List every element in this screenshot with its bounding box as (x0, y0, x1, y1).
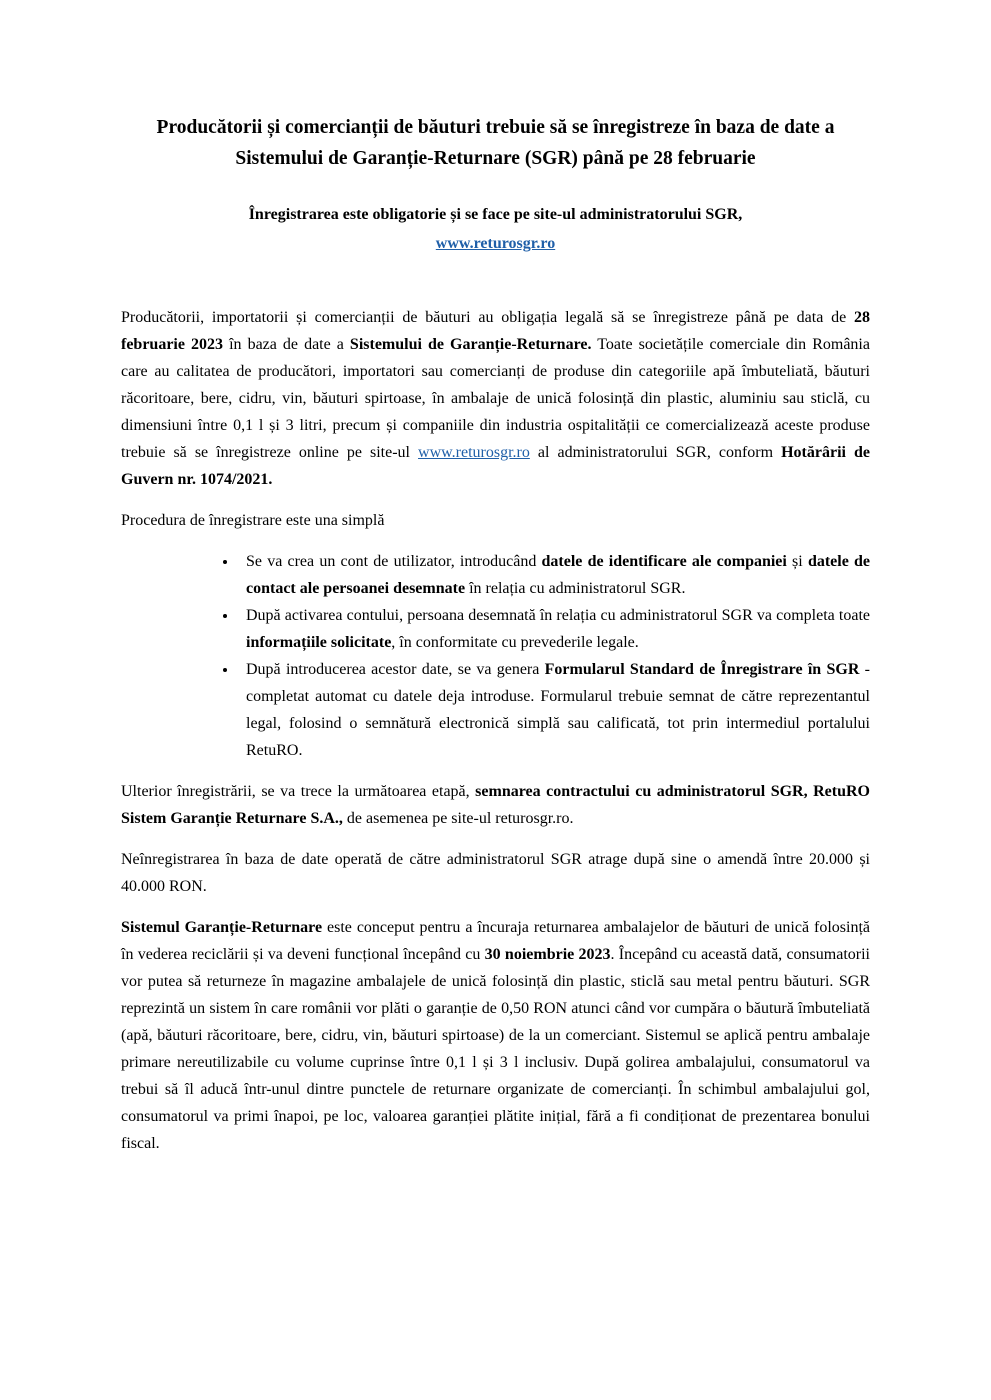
paragraph-contract-signing (121, 778, 870, 832)
text-run: 30 noiembrie 2023 (484, 946, 611, 963)
text-run: și (786, 553, 808, 570)
paragraph-procedure-lead (121, 507, 870, 534)
text-run: Toate societățile comerciale din România care au calitatea de producători, importatori sau comercianți de produse din categoriile apă îmbuteliată, băuturi răcoritoare, bere, cidru, vin, băuturi spirtoase, în ambalaje de unică folosință din plastic, aluminiu sau sticlă, cu dimensiuni între 0,1 l și 3 litri, precum și companiile din industria ospitalității ce comercializează aceste produse trebuie să se înregistreze online pe site-ul (121, 336, 870, 461)
document-subtitle-link-line (121, 229, 870, 258)
text-run: al administratorului SGR, conform (529, 444, 782, 461)
registration-steps-list (121, 548, 870, 764)
document-title: Producătorii și comercianții de băuturi trebuie să se înregistreze în baza de date a Sistemului de Garanție-Returnare (SGR) până pe 28 februarie (156, 117, 835, 169)
text-run: este conceput pentru a încuraja returnarea ambalajelor de băuturi de unică folosință în vederea reciclării și va deveni funcțional începând cu (121, 919, 870, 963)
document-subtitle: Înregistrarea este obligatorie și se face pe site-ul administratorului SGR, (248, 206, 743, 223)
text-run: datele de identificare ale companiei (541, 553, 787, 570)
paragraph-system-description (121, 914, 870, 1157)
text-run: Producătorii, importatorii și comercianții de băuturi au obligația legală să se înregistreze până pe data de (121, 309, 854, 326)
inline-returosgr-link[interactable]: www.returosgr.ro (418, 444, 530, 461)
text-run: datele de contact ale persoanei desemnate (246, 553, 871, 597)
text-run: Sistemul Garanție-Returnare (121, 919, 323, 936)
text-run: Formularul Standard de Înregistrare în SGR (544, 661, 860, 678)
text-run: în baza de date a (223, 336, 350, 353)
list-item (238, 602, 870, 656)
text-run: 28 februarie 2023 (121, 309, 870, 353)
paragraph-registration-obligation (121, 304, 870, 493)
text-run: de asemenea pe site-ul returosgr.ro. (342, 810, 574, 827)
text-run: Se va crea un cont de utilizator, introducând (246, 553, 542, 570)
text-run: - completat automat cu datele deja introduse. Formularul trebuie semnat de către reprezentantul legal, folosind o semnătură electronică simplă sau calificată, tot prin intermediul portalului RetuRO. (246, 661, 871, 759)
text-run: Ulterior înregistrării, se va trece la următoarea etapă, (121, 783, 476, 800)
text-run: Hotărârii de Guvern nr. 1074/2021. (121, 444, 871, 488)
text-run: Neînregistrarea în baza de date operată de către administratorul SGR atrage după sine o amendă între 20.000 și 40.000 RON. (121, 851, 870, 895)
list-item (238, 548, 870, 602)
text-run: După activarea contului, persoana desemnată în relația cu administratorul SGR va completa toate (246, 607, 870, 624)
text-run: După introducerea acestor date, se va genera (246, 661, 545, 678)
text-run: informațiile solicitate (246, 634, 392, 651)
returosgr-link[interactable]: www.returosgr.ro (435, 235, 556, 252)
paragraph-fine-warning (121, 846, 870, 900)
text-run: în relația cu administratorul SGR. (465, 580, 686, 597)
list-item (238, 656, 870, 764)
text-run: Sistemului de Garanție-Returnare. (349, 336, 592, 353)
text-run: semnarea contractului cu administratorul SGR, RetuRO Sistem Garanție Returnare S.A., (121, 783, 870, 827)
text-run: . Începând cu această dată, consumatorii vor putea să returneze în magazine ambalajele de unică folosință din plastic, sticlă sau metal pentru băuturi. SGR reprezintă un sistem în care românii vor plăti o garanție de 0,50 RON atunci când vor cumpăra o băutură îmbuteliată (apă, băuturi răcoritoare, bere, cidru, vin, băuturi spirtoase) de la un comerciant. Sistemul se aplică pentru ambalaje primare nereutilizabile cu volume cuprinse între 0,1 l și 3 l inclusiv. După golirea ambalajului, consumatorul va trebui să îl aducă într-unul dintre punctele de returnare organizate de comercianți. În schimbul ambalajului gol, consumatorul va primi înapoi, pe loc, valoarea garanției plătite inițial, fără a fi condiționat de prezentarea bonului fiscal. (121, 946, 870, 1152)
text-run: Procedura de înregistrare este una simplă (121, 512, 385, 529)
text-run: , în conformitate cu prevederile legale. (391, 634, 639, 651)
